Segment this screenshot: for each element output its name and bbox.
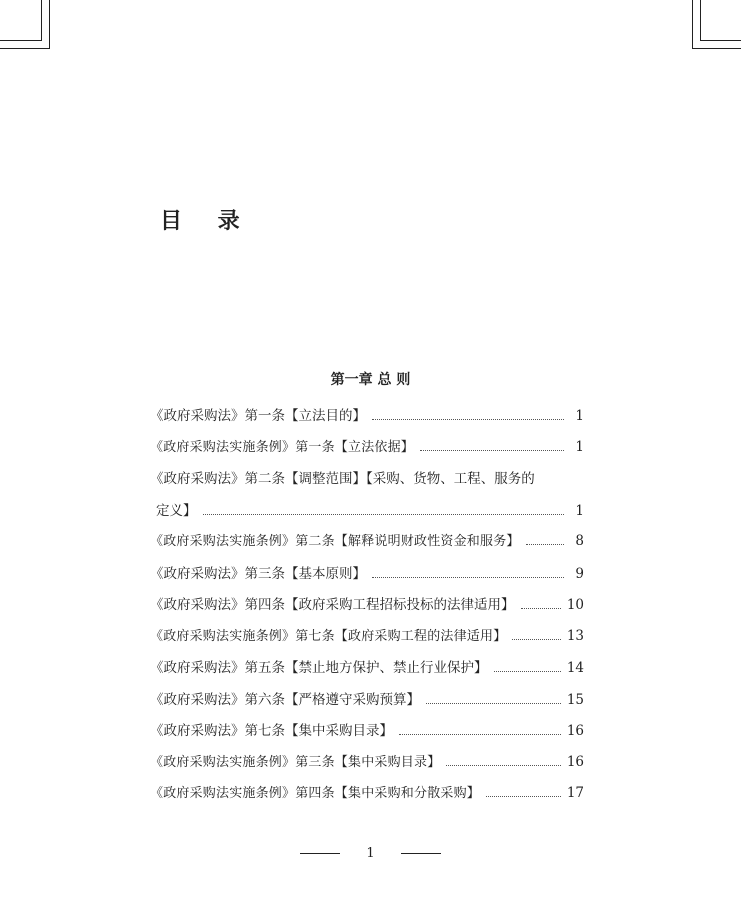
toc-entry-title-continuation: 定义】 [156, 502, 197, 519]
page-number: 1 [366, 846, 375, 861]
table-of-contents [150, 404, 584, 814]
toc-entry-title: 《政府采购法实施条例》第二条【解释说明财政性资金和服务】 [150, 534, 520, 549]
toc-entry-page: 1 [575, 502, 584, 519]
crop-mark-top-left-horizontal [0, 40, 42, 41]
toc-entry-page: 10 [566, 597, 584, 613]
dot-leader [521, 596, 561, 609]
crop-mark-top-right-horizontal [700, 40, 741, 41]
crop-mark-top-left-vertical-2 [49, 0, 50, 48]
toc-entry[interactable] [150, 782, 584, 814]
dot-leader [494, 659, 561, 672]
crop-mark-top-right-vertical [692, 0, 693, 48]
dot-leader [399, 722, 561, 735]
page-footer [0, 846, 741, 861]
toc-entry[interactable] [150, 404, 584, 436]
toc-entry-page: 9 [575, 565, 584, 582]
chapter-heading: 第一章 总 则 [330, 372, 411, 388]
toc-entry-title: 《政府采购法实施条例》第四条【集中采购和分散采购】 [150, 786, 481, 801]
toc-entry[interactable] [150, 436, 584, 468]
toc-entry[interactable] [150, 562, 584, 594]
toc-entry-title: 《政府采购法》第六条【严格遵守采购预算】 [150, 691, 420, 708]
toc-entry[interactable] [150, 719, 584, 751]
toc-entry-title: 《政府采购法》第二条【调整范围】【采购、货物、工程、服务的 [150, 471, 535, 487]
dot-leader [486, 784, 561, 797]
toc-entry-page: 15 [566, 691, 584, 708]
toc-entry-page: 13 [566, 627, 584, 644]
toc-entry-continuation[interactable] [150, 499, 584, 531]
toc-entry-title: 《政府采购法》第四条【政府采购工程招标投标的法律适用】 [150, 597, 515, 613]
dot-leader [372, 407, 564, 420]
toc-entry-page: 14 [566, 660, 584, 676]
dot-leader [203, 501, 565, 514]
footer-rule-right [401, 853, 441, 854]
toc-entry[interactable] [150, 656, 584, 688]
crop-mark-top-left-vertical [41, 0, 42, 40]
toc-entry-title: 《政府采购法实施条例》第七条【政府采购工程的法律适用】 [150, 628, 507, 644]
toc-entry-title: 《政府采购法》第一条【立法目的】 [150, 408, 366, 424]
toc-entry[interactable] [150, 593, 584, 625]
dot-leader [420, 437, 564, 450]
toc-entry[interactable] [150, 467, 584, 499]
dot-leader [512, 626, 560, 639]
toc-entry[interactable] [150, 625, 584, 657]
crop-mark-top-left-horizontal-2 [0, 48, 50, 49]
footer-rule-left [300, 853, 340, 854]
toc-entry-title: 《政府采购法实施条例》第三条【集中采购目录】 [150, 754, 441, 770]
toc-entry[interactable] [150, 751, 584, 783]
crop-mark-top-right-vertical-2 [700, 0, 701, 40]
dot-leader [372, 564, 564, 577]
toc-entry-page: 16 [566, 723, 584, 739]
dot-leader [446, 752, 560, 765]
toc-entry-title: 《政府采购法实施条例》第一条【立法依据】 [150, 439, 415, 455]
toc-entry-page: 17 [566, 785, 584, 801]
toc-entry-page: 1 [575, 408, 584, 424]
toc-entry-page: 8 [575, 533, 584, 549]
toc-entry-page: 1 [575, 438, 584, 455]
toc-entry[interactable] [150, 688, 584, 720]
toc-entry-title: 《政府采购法》第七条【集中采购目录】 [150, 723, 393, 739]
toc-entry-title: 《政府采购法》第五条【禁止地方保护、禁止行业保护】 [150, 660, 488, 676]
toc-entry[interactable] [150, 530, 584, 562]
page-title: 目 录 [160, 208, 254, 234]
toc-entry-title: 《政府采购法》第三条【基本原则】 [150, 565, 366, 582]
toc-entry-page: 16 [566, 753, 584, 770]
crop-mark-top-right-horizontal-2 [692, 48, 741, 49]
dot-leader [526, 532, 564, 545]
dot-leader [426, 690, 561, 703]
